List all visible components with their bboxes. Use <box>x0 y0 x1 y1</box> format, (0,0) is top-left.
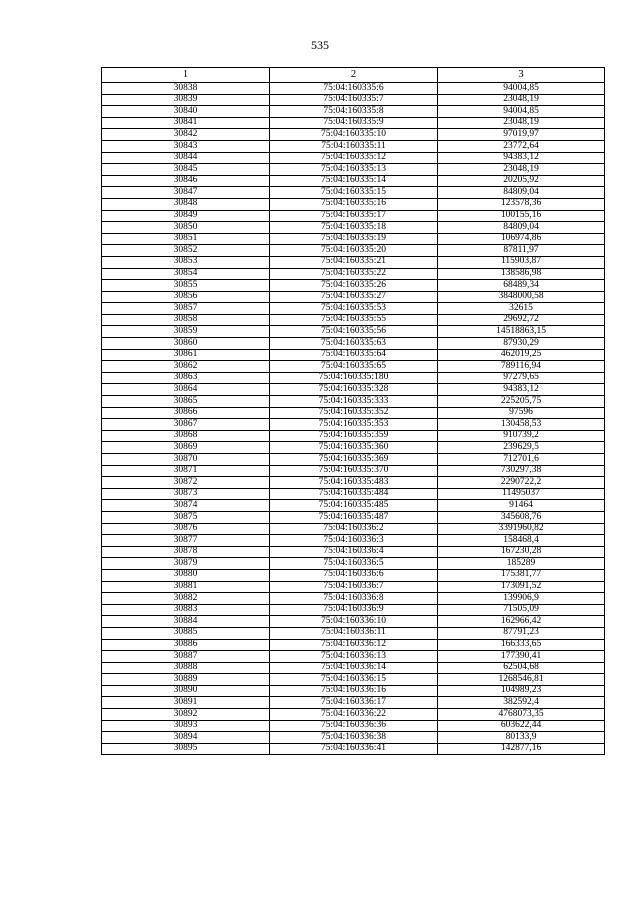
table-row <box>102 222 605 234</box>
cadastral-number-cell: 75:04:160336:13 <box>270 651 438 663</box>
value-cell: 68489,34 <box>438 280 605 292</box>
value-cell: 173091,52 <box>438 581 605 593</box>
row-number-cell: 30856 <box>102 291 270 303</box>
row-number-cell: 30886 <box>102 639 270 651</box>
cadastral-number-cell: 75:04:160336:41 <box>270 743 438 755</box>
column-header-1: 1 <box>102 68 270 83</box>
row-number-cell: 30853 <box>102 256 270 268</box>
value-cell: 3848000,58 <box>438 291 605 303</box>
row-number-cell: 30861 <box>102 349 270 361</box>
cadastral-number-cell: 75:04:160335:63 <box>270 338 438 350</box>
row-number-cell: 30891 <box>102 697 270 709</box>
row-number-cell: 30859 <box>102 326 270 338</box>
value-cell: 23048,19 <box>438 94 605 106</box>
row-number-cell: 30872 <box>102 477 270 489</box>
row-number-cell: 30887 <box>102 651 270 663</box>
value-cell: 225205,75 <box>438 396 605 408</box>
cadastral-number-cell: 75:04:160336:6 <box>270 569 438 581</box>
cadastral-number-cell: 75:04:160335:359 <box>270 430 438 442</box>
table-row <box>102 280 605 292</box>
value-cell: 130458,53 <box>438 419 605 431</box>
row-number-cell: 30868 <box>102 430 270 442</box>
cadastral-number-cell: 75:04:160336:22 <box>270 709 438 721</box>
value-cell: 100155,16 <box>438 210 605 222</box>
cadastral-number-cell: 75:04:160335:353 <box>270 419 438 431</box>
table-row <box>102 117 605 129</box>
table-row <box>102 106 605 118</box>
value-cell: 71505,09 <box>438 604 605 616</box>
table-row <box>102 291 605 303</box>
table-row <box>102 396 605 408</box>
row-number-cell: 30850 <box>102 222 270 234</box>
row-number-cell: 30892 <box>102 709 270 721</box>
cadastral-number-cell: 75:04:160335:19 <box>270 233 438 245</box>
table-row <box>102 129 605 141</box>
value-cell: 97596 <box>438 407 605 419</box>
cadastral-number-cell: 75:04:160335:14 <box>270 175 438 187</box>
cadastral-number-cell: 75:04:160335:16 <box>270 198 438 210</box>
value-cell: 123578,36 <box>438 198 605 210</box>
table-row <box>102 511 605 523</box>
row-number-cell: 30894 <box>102 732 270 744</box>
cadastral-number-cell: 75:04:160336:36 <box>270 720 438 732</box>
cadastral-number-cell: 75:04:160335:485 <box>270 500 438 512</box>
cadastral-number-cell: 75:04:160336:14 <box>270 662 438 674</box>
value-cell: 11495037 <box>438 488 605 500</box>
cadastral-number-cell: 75:04:160335:369 <box>270 454 438 466</box>
value-cell: 80133,9 <box>438 732 605 744</box>
table-row <box>102 523 605 535</box>
row-number-cell: 30884 <box>102 616 270 628</box>
row-number-cell: 30845 <box>102 164 270 176</box>
table-row <box>102 639 605 651</box>
value-cell: 84809,04 <box>438 222 605 234</box>
table-row <box>102 454 605 466</box>
value-cell: 104989,23 <box>438 685 605 697</box>
table-row <box>102 477 605 489</box>
value-cell: 94383,12 <box>438 152 605 164</box>
table-row <box>102 349 605 361</box>
row-number-cell: 30860 <box>102 338 270 350</box>
table-row <box>102 465 605 477</box>
cadastral-number-cell: 75:04:160335:21 <box>270 256 438 268</box>
table-row <box>102 732 605 744</box>
cadastral-number-cell: 75:04:160335:484 <box>270 488 438 500</box>
table-row <box>102 175 605 187</box>
table-row <box>102 685 605 697</box>
cadastral-number-cell: 75:04:160336:3 <box>270 535 438 547</box>
value-cell: 20205,92 <box>438 175 605 187</box>
table-row <box>102 210 605 222</box>
table-row <box>102 709 605 721</box>
row-number-cell: 30882 <box>102 593 270 605</box>
row-number-cell: 30863 <box>102 372 270 384</box>
cadastral-number-cell: 75:04:160335:15 <box>270 187 438 199</box>
value-cell: 29692,72 <box>438 314 605 326</box>
value-cell: 1268546,81 <box>438 674 605 686</box>
value-cell: 94004,85 <box>438 83 605 95</box>
value-cell: 910739,2 <box>438 430 605 442</box>
table-row <box>102 546 605 558</box>
value-cell: 603622,44 <box>438 720 605 732</box>
row-number-cell: 30858 <box>102 314 270 326</box>
value-cell: 62504,68 <box>438 662 605 674</box>
cadastral-number-cell: 75:04:160336:9 <box>270 604 438 616</box>
column-header-3: 3 <box>438 68 605 83</box>
cadastral-number-cell: 75:04:160336:15 <box>270 674 438 686</box>
cadastral-number-cell: 75:04:160336:12 <box>270 639 438 651</box>
table-row <box>102 697 605 709</box>
cadastral-number-cell: 75:04:160335:487 <box>270 511 438 523</box>
table-row <box>102 500 605 512</box>
row-number-cell: 30874 <box>102 500 270 512</box>
cadastral-number-cell: 75:04:160335:11 <box>270 140 438 152</box>
table-row <box>102 674 605 686</box>
cadastral-number-cell: 75:04:160336:16 <box>270 685 438 697</box>
table-row <box>102 372 605 384</box>
value-cell: 115903,87 <box>438 256 605 268</box>
value-cell: 789116,94 <box>438 361 605 373</box>
value-cell: 97019,97 <box>438 129 605 141</box>
cadastral-number-cell: 75:04:160336:11 <box>270 627 438 639</box>
value-cell: 730297,38 <box>438 465 605 477</box>
cadastral-number-cell: 75:04:160335:10 <box>270 129 438 141</box>
value-cell: 167230,28 <box>438 546 605 558</box>
row-number-cell: 30848 <box>102 198 270 210</box>
value-cell: 2290722,2 <box>438 477 605 489</box>
row-number-cell: 30841 <box>102 117 270 129</box>
table-row <box>102 268 605 280</box>
row-number-cell: 30842 <box>102 129 270 141</box>
table-row <box>102 558 605 570</box>
row-number-cell: 30844 <box>102 152 270 164</box>
table-row <box>102 419 605 431</box>
value-cell: 139906,9 <box>438 593 605 605</box>
row-number-cell: 30880 <box>102 569 270 581</box>
row-number-cell: 30869 <box>102 442 270 454</box>
row-number-cell: 30865 <box>102 396 270 408</box>
row-number-cell: 30846 <box>102 175 270 187</box>
cadastral-number-cell: 75:04:160336:10 <box>270 616 438 628</box>
table-row <box>102 326 605 338</box>
row-number-cell: 30893 <box>102 720 270 732</box>
cadastral-number-cell: 75:04:160335:13 <box>270 164 438 176</box>
cadastral-number-cell: 75:04:160336:4 <box>270 546 438 558</box>
row-number-cell: 30838 <box>102 83 270 95</box>
value-cell: 158468,4 <box>438 535 605 547</box>
row-number-cell: 30866 <box>102 407 270 419</box>
cadastral-number-cell: 75:04:160336:7 <box>270 581 438 593</box>
cadastral-number-cell: 75:04:160335:9 <box>270 117 438 129</box>
row-number-cell: 30867 <box>102 419 270 431</box>
cadastral-number-cell: 75:04:160335:20 <box>270 245 438 257</box>
row-number-cell: 30873 <box>102 488 270 500</box>
data-table <box>101 67 605 755</box>
value-cell: 462019,25 <box>438 349 605 361</box>
row-number-cell: 30889 <box>102 674 270 686</box>
row-number-cell: 30857 <box>102 303 270 315</box>
cadastral-number-cell: 75:04:160335:483 <box>270 477 438 489</box>
value-cell: 138586,98 <box>438 268 605 280</box>
table-row <box>102 152 605 164</box>
cadastral-number-cell: 75:04:160335:22 <box>270 268 438 280</box>
value-cell: 23772,64 <box>438 140 605 152</box>
cadastral-number-cell: 75:04:160335:180 <box>270 372 438 384</box>
cadastral-number-cell: 75:04:160336:5 <box>270 558 438 570</box>
value-cell: 14518863,15 <box>438 326 605 338</box>
cadastral-number-cell: 75:04:160336:38 <box>270 732 438 744</box>
cadastral-number-cell: 75:04:160335:12 <box>270 152 438 164</box>
value-cell: 3391960,82 <box>438 523 605 535</box>
row-number-cell: 30864 <box>102 384 270 396</box>
cadastral-number-cell: 75:04:160335:27 <box>270 291 438 303</box>
table-row <box>102 407 605 419</box>
row-number-cell: 30890 <box>102 685 270 697</box>
cadastral-number-cell: 75:04:160335:18 <box>270 222 438 234</box>
value-cell: 91464 <box>438 500 605 512</box>
cadastral-number-cell: 75:04:160335:55 <box>270 314 438 326</box>
cadastral-number-cell: 75:04:160335:56 <box>270 326 438 338</box>
row-number-cell: 30875 <box>102 511 270 523</box>
table-row <box>102 83 605 95</box>
value-cell: 94004,85 <box>438 106 605 118</box>
cadastral-number-cell: 75:04:160336:8 <box>270 593 438 605</box>
table-body <box>102 83 605 755</box>
value-cell: 4768073,35 <box>438 709 605 721</box>
table-row <box>102 569 605 581</box>
row-number-cell: 30885 <box>102 627 270 639</box>
table-row <box>102 187 605 199</box>
table-row <box>102 442 605 454</box>
row-number-cell: 30851 <box>102 233 270 245</box>
table-row <box>102 488 605 500</box>
row-number-cell: 30878 <box>102 546 270 558</box>
table-row <box>102 581 605 593</box>
value-cell: 87791,23 <box>438 627 605 639</box>
table-row <box>102 720 605 732</box>
column-header-2: 2 <box>270 68 438 83</box>
row-number-cell: 30883 <box>102 604 270 616</box>
row-number-cell: 30862 <box>102 361 270 373</box>
table-row <box>102 256 605 268</box>
value-cell: 166333,65 <box>438 639 605 651</box>
value-cell: 712701,6 <box>438 454 605 466</box>
cadastral-number-cell: 75:04:160335:65 <box>270 361 438 373</box>
cadastral-number-cell: 75:04:160335:8 <box>270 106 438 118</box>
value-cell: 177390,41 <box>438 651 605 663</box>
cadastral-number-cell: 75:04:160335:360 <box>270 442 438 454</box>
cadastral-number-cell: 75:04:160335:370 <box>270 465 438 477</box>
value-cell: 23048,19 <box>438 164 605 176</box>
table-row <box>102 651 605 663</box>
table-row <box>102 314 605 326</box>
cadastral-number-cell: 75:04:160335:333 <box>270 396 438 408</box>
value-cell: 239629,5 <box>438 442 605 454</box>
table-row <box>102 233 605 245</box>
table-row <box>102 616 605 628</box>
row-number-cell: 30876 <box>102 523 270 535</box>
value-cell: 106974,86 <box>438 233 605 245</box>
page-number: 535 <box>311 38 329 52</box>
value-cell: 32615 <box>438 303 605 315</box>
row-number-cell: 30849 <box>102 210 270 222</box>
row-number-cell: 30840 <box>102 106 270 118</box>
row-number-cell: 30888 <box>102 662 270 674</box>
row-number-cell: 30871 <box>102 465 270 477</box>
table-row <box>102 140 605 152</box>
value-cell: 97279,65 <box>438 372 605 384</box>
cadastral-number-cell: 75:04:160335:53 <box>270 303 438 315</box>
table-row <box>102 535 605 547</box>
table-row <box>102 198 605 210</box>
row-number-cell: 30852 <box>102 245 270 257</box>
row-number-cell: 30879 <box>102 558 270 570</box>
row-number-cell: 30847 <box>102 187 270 199</box>
row-number-cell: 30843 <box>102 140 270 152</box>
table-row <box>102 593 605 605</box>
value-cell: 142877,16 <box>438 743 605 755</box>
table-row <box>102 164 605 176</box>
table-header-row <box>102 68 605 83</box>
cadastral-number-cell: 75:04:160336:17 <box>270 697 438 709</box>
value-cell: 162966,42 <box>438 616 605 628</box>
table-row <box>102 627 605 639</box>
table-row <box>102 384 605 396</box>
table-row <box>102 604 605 616</box>
cadastral-number-cell: 75:04:160335:352 <box>270 407 438 419</box>
row-number-cell: 30881 <box>102 581 270 593</box>
value-cell: 345608,76 <box>438 511 605 523</box>
value-cell: 84809,04 <box>438 187 605 199</box>
cadastral-number-cell: 75:04:160335:26 <box>270 280 438 292</box>
cadastral-number-cell: 75:04:160335:17 <box>270 210 438 222</box>
value-cell: 94383,12 <box>438 384 605 396</box>
row-number-cell: 30854 <box>102 268 270 280</box>
value-cell: 87930,29 <box>438 338 605 350</box>
table-row <box>102 94 605 106</box>
row-number-cell: 30870 <box>102 454 270 466</box>
row-number-cell: 30895 <box>102 743 270 755</box>
table-row <box>102 245 605 257</box>
value-cell: 87811,97 <box>438 245 605 257</box>
table-row <box>102 743 605 755</box>
cadastral-number-cell: 75:04:160335:328 <box>270 384 438 396</box>
cadastral-number-cell: 75:04:160335:64 <box>270 349 438 361</box>
table-row <box>102 361 605 373</box>
value-cell: 175381,77 <box>438 569 605 581</box>
table-row <box>102 303 605 315</box>
cadastral-number-cell: 75:04:160336:2 <box>270 523 438 535</box>
cadastral-number-cell: 75:04:160335:7 <box>270 94 438 106</box>
value-cell: 185289 <box>438 558 605 570</box>
value-cell: 23048,19 <box>438 117 605 129</box>
value-cell: 382592,4 <box>438 697 605 709</box>
row-number-cell: 30839 <box>102 94 270 106</box>
row-number-cell: 30855 <box>102 280 270 292</box>
cadastral-number-cell: 75:04:160335:6 <box>270 83 438 95</box>
table-row <box>102 430 605 442</box>
row-number-cell: 30877 <box>102 535 270 547</box>
table-row <box>102 662 605 674</box>
table-row <box>102 338 605 350</box>
